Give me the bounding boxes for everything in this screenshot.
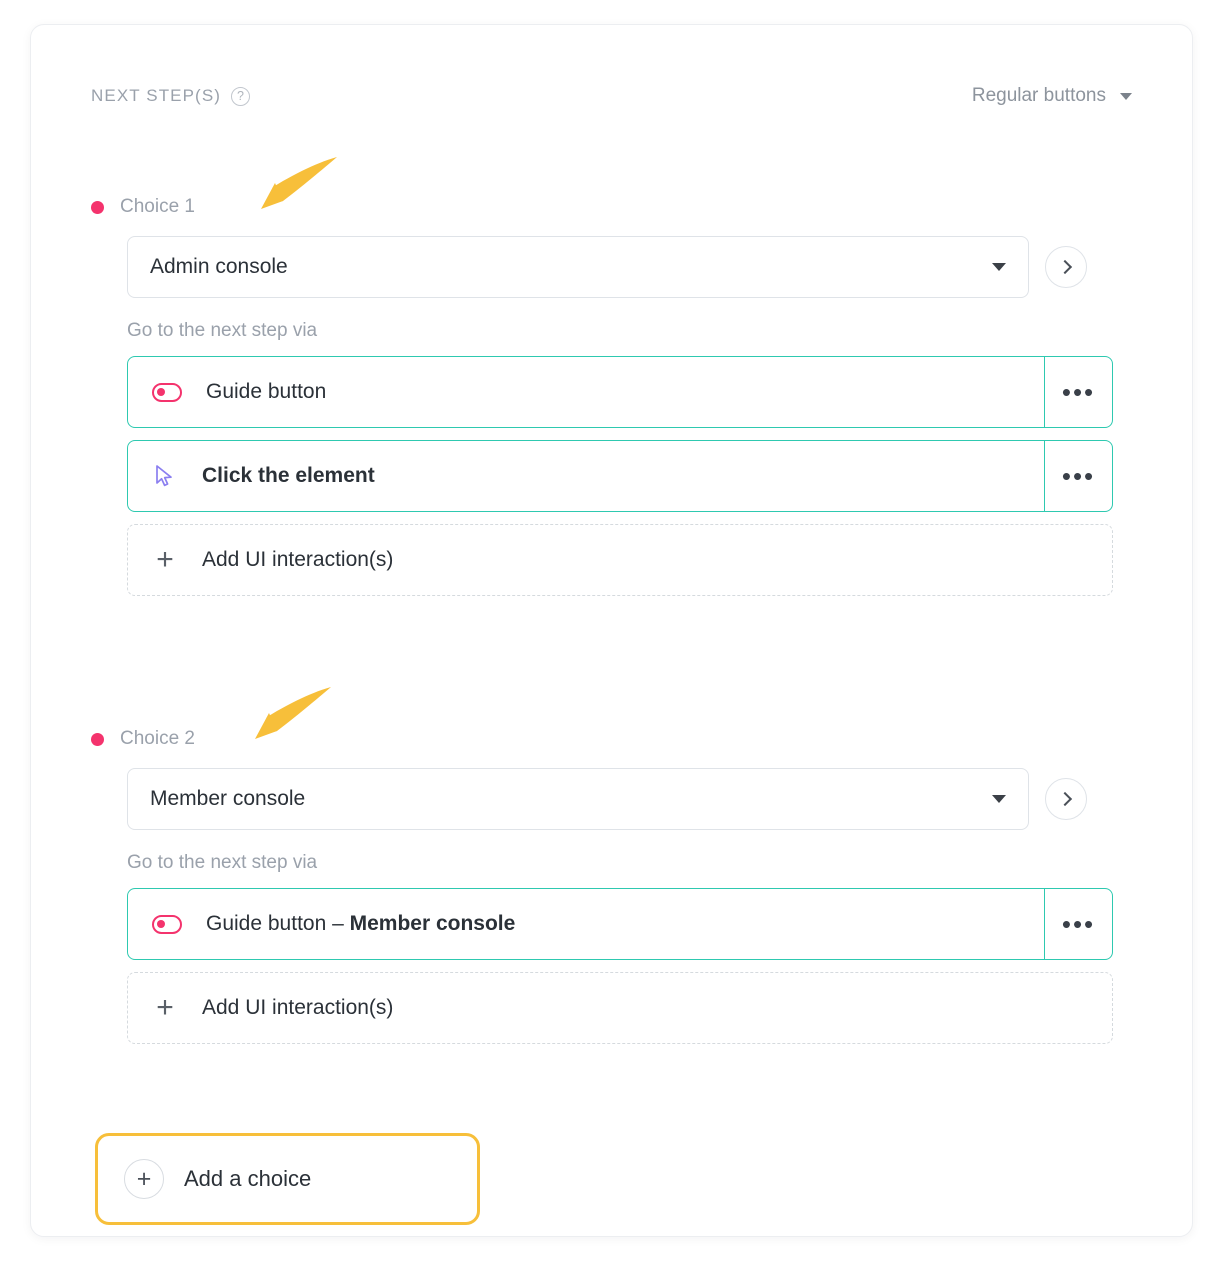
choice-2-interaction-list — [91, 888, 1132, 1044]
plus-icon: + — [124, 1159, 164, 1199]
question-mark-icon[interactable]: ? — [231, 87, 250, 106]
choice-2-target-select[interactable] — [127, 768, 1029, 830]
interaction-options-button[interactable]: ••• — [1044, 889, 1112, 959]
interaction-options-button[interactable]: ••• — [1044, 441, 1112, 511]
interaction-label — [206, 912, 515, 936]
choice-block-2 — [91, 725, 1132, 1044]
interaction-label-prefix: Guide button – — [206, 912, 350, 935]
choice-1-interaction-list — [91, 356, 1132, 596]
button-style-dropdown[interactable] — [972, 85, 1132, 107]
choice-2-select-row — [91, 768, 1132, 830]
add-a-choice-label: Add a choice — [184, 1166, 312, 1191]
choice-1-select-row — [91, 236, 1132, 298]
choice-bullet-icon — [91, 733, 104, 746]
next-steps-panel — [30, 24, 1193, 1237]
choice-1-goto-label: Go to the next step via — [127, 320, 318, 341]
interaction-row[interactable] — [127, 356, 1113, 428]
chevron-down-icon — [1120, 93, 1132, 100]
next-steps-heading — [91, 86, 250, 106]
add-ui-interaction-button-2[interactable] — [127, 972, 1113, 1044]
button-style-label: Regular buttons — [971, 85, 1106, 106]
chevron-right-icon — [1057, 260, 1071, 274]
choice-bullet-icon — [91, 201, 104, 214]
panel-header — [91, 79, 1132, 113]
add-ui-interaction-label: Add UI interaction(s) — [202, 996, 394, 1019]
add-ui-interaction-button-1[interactable] — [127, 524, 1113, 596]
plus-icon: + — [156, 991, 174, 1024]
choice-2-open-step-button[interactable] — [1045, 778, 1087, 820]
choice-1-open-step-button[interactable] — [1045, 246, 1087, 288]
choice-block-1 — [91, 193, 1132, 596]
add-a-choice-button[interactable] — [95, 1133, 480, 1225]
interaction-label: Click the element — [202, 464, 375, 487]
interaction-row[interactable] — [127, 888, 1113, 960]
plus-icon: + — [156, 543, 174, 576]
chevron-down-icon — [992, 263, 1006, 271]
chevron-right-icon — [1057, 792, 1071, 806]
interaction-click-the-element[interactable] — [128, 441, 1044, 511]
interaction-label-bold: Member console — [349, 912, 516, 935]
choice-2-header — [91, 725, 1132, 753]
choice-1-header — [91, 193, 1132, 221]
choice-1-target-select[interactable] — [127, 236, 1029, 298]
choice-2-title: Choice 2 — [120, 728, 195, 749]
toggle-icon — [152, 383, 182, 402]
choice-1-target-value: Admin console — [150, 255, 288, 278]
interaction-guide-button[interactable] — [128, 357, 1044, 427]
choice-1-title: Choice 1 — [120, 196, 195, 217]
interaction-options-button[interactable]: ••• — [1044, 357, 1112, 427]
add-ui-interaction-label: Add UI interaction(s) — [202, 548, 394, 571]
chevron-down-icon — [992, 795, 1006, 803]
cursor-icon — [152, 463, 178, 489]
choice-2-goto-label: Go to the next step via — [127, 852, 318, 873]
interaction-guide-button-member-console[interactable] — [128, 889, 1044, 959]
choice-2-target-value: Member console — [150, 787, 306, 810]
toggle-icon — [152, 915, 182, 934]
page-title: NEXT STEP(S) — [91, 86, 222, 105]
interaction-label: Guide button — [206, 380, 327, 403]
interaction-row[interactable] — [127, 440, 1113, 512]
